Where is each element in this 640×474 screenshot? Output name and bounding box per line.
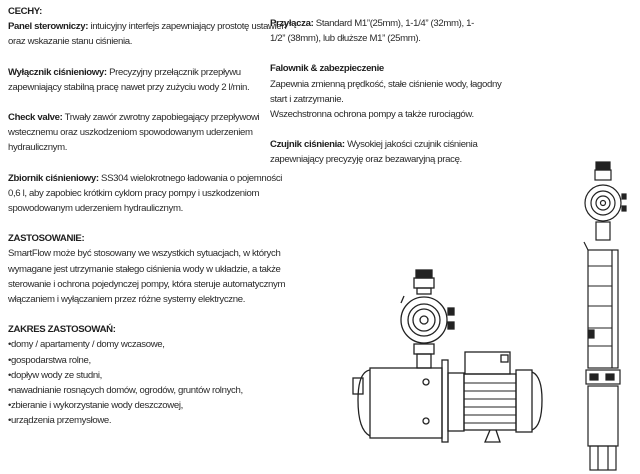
sensor-label: Czujnik ciśnienia: (270, 139, 345, 151)
feature-text: Trwały zawór zwrotny zapobiegający przepływowi wstecznemu oraz uszkodzeniom spowodowanym uderzeniem hydraulicznym. (8, 112, 260, 154)
feature-pressure-tank (8, 171, 290, 217)
sensor-text: Wysokiej jakości czujnik ciśnienia zapewniający precyzyję oraz bezawaryjną pracę. (270, 139, 478, 166)
list-item: • gospodarstwa rolne, (8, 353, 290, 368)
scope-list (8, 337, 290, 428)
connections-block (270, 16, 485, 46)
list-item: • nawadnianie rosnących domów, ogrodów, gruntów rolnych, (8, 383, 290, 398)
left-column (8, 4, 290, 429)
usage-text: SmartFlow może być stosowany we wszystkich sytuacjach, w których wymagane jest utrzymanie stałego ciśnienia wody w układzie, a także sterowanie i ochrona pojedynczej pompy, która steruje automatycznym włączaniem i wyłączaniem przez różne systemy elektryczne. (8, 248, 286, 306)
feature-text: SS304 wielokrotnego ładowania o pojemności 0,6 l, aby zapobiec krótkim cyklom pracy pompy i uszkodzeniom spowodowanym uderzeniem hydraulicznym. (8, 172, 283, 215)
feature-check-valve (8, 110, 290, 156)
list-item: • urządzenia przemysłowe. (8, 413, 290, 428)
usage-section (8, 231, 290, 307)
feature-pressure-switch (8, 65, 290, 95)
feature-text: Precyzyjny przełącznik przepływu zapewniający stabilną pracę nawet przy zużyciu wody 2 l/min. (8, 66, 250, 93)
inverter-block (270, 61, 520, 122)
inverter-protection-text: Wszechstronna ochrona pompy a także rurociągów. (270, 109, 474, 121)
feature-text: intuicyjny interfejs zapewniający prostotę ustawień oraz wskazanie stanu ciśnienia. (8, 21, 287, 48)
list-item: • domy / apartamenty / domy wczasowe, (8, 337, 290, 352)
feature-label: Check valve: (8, 112, 63, 124)
scope-section (8, 322, 290, 428)
list-item: • zbieranie i wykorzystanie wody deszczowej, (8, 398, 290, 413)
feature-control-panel (8, 19, 290, 49)
connections-label: Przyłącza: (270, 18, 314, 29)
inverter-text: Zapewnia zmienną prędkość, stałe ciśnienie wody, łagodny start i zatrzymanie. (270, 78, 502, 105)
feature-label: Zbiornik ciśnieniowy: (8, 172, 99, 184)
connections-text: Standard M1”(25mm), 1-1/4” (32mm), 1-1/2” (38mm), lub dłuższe M1” (25mm). (270, 18, 474, 45)
list-item: • dopływ wody ze studni, (8, 368, 290, 383)
feature-label: Wyłącznik ciśnieniowy: (8, 66, 107, 78)
right-column (270, 16, 640, 183)
surface-pump-illustration (350, 260, 550, 474)
feature-label: Panel sterowniczy: (8, 21, 89, 33)
inverter-heading: Falownik & zabezpieczenie (270, 63, 384, 75)
scope-heading: ZAKRES ZASTOSOWAŃ: (8, 324, 116, 336)
usage-heading: ZASTOSOWANIE: (8, 233, 85, 245)
sensor-block (270, 137, 530, 167)
features-heading: CECHY: (8, 6, 42, 17)
submersible-pump-illustration (578, 160, 628, 474)
